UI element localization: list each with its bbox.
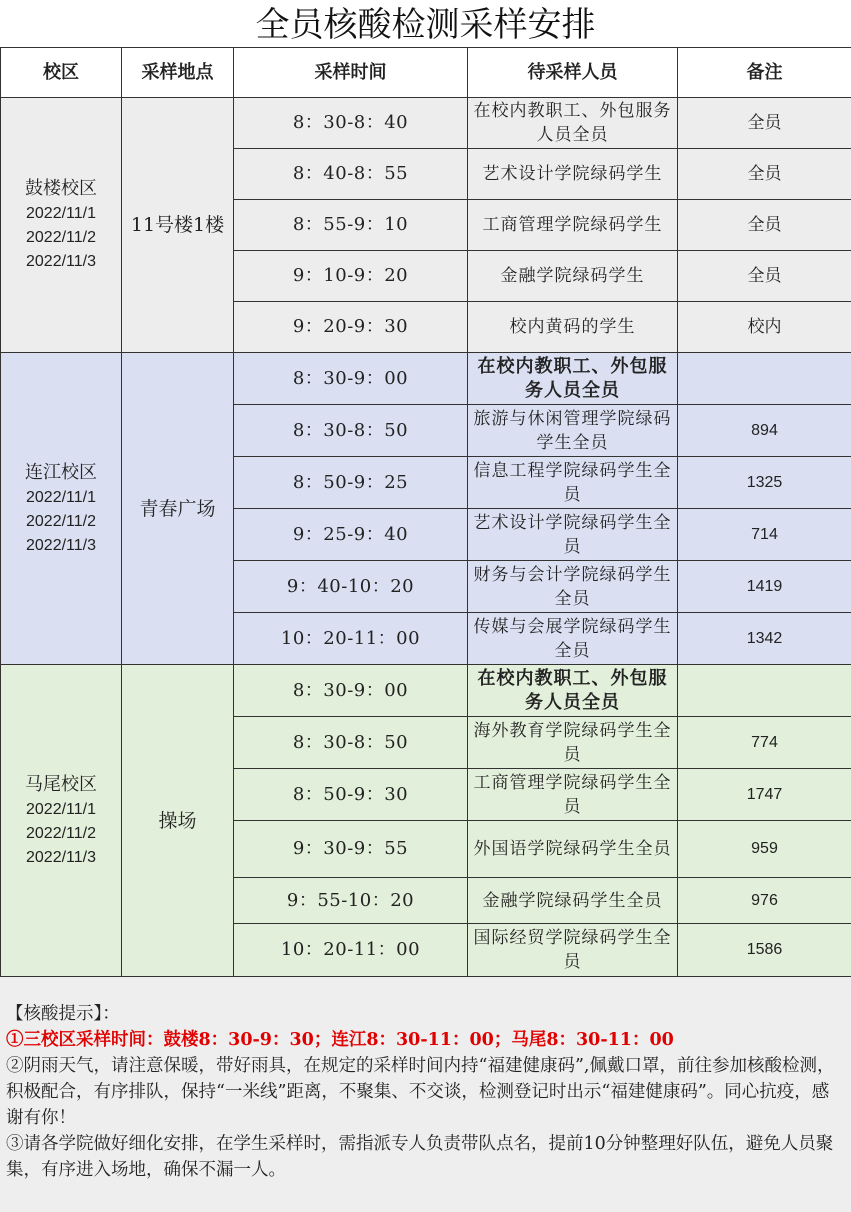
people-cell: 财务与会计学院绿码学生全员 xyxy=(468,561,678,613)
people-cell: 在校内教职工、外包服务人员全员 xyxy=(468,98,678,149)
notes-item-2: ②阴雨天气，请注意保暖，带好雨具，在规定的采样时间内持“福建健康码”,佩戴口罩，前往参加核酸检测，积极配合，有序排队，保持“一米线”距离，不聚集、不交谈，检测登记时出示“福建健康码”。同心抗疫，感谢有你！ xyxy=(6,1056,835,1128)
note-cell xyxy=(678,665,851,717)
campus-cell xyxy=(1,98,122,353)
campus-cell xyxy=(1,353,122,665)
people-cell: 外国语学院绿码学生全员 xyxy=(468,821,678,878)
time-cell: 9：55-10：20 xyxy=(234,878,468,924)
note-cell xyxy=(678,353,851,405)
campus-date: 2022/11/2 xyxy=(26,512,96,530)
note-cell: 894 xyxy=(678,405,851,457)
time-cell: 8：50-9：30 xyxy=(234,769,468,821)
notes-item-3: ③请各学院做好细化安排，在学生采样时，需指派专人负责带队点名，提前10分钟整理好队伍，避免人员聚集，有序进入场地，确保不漏一人。 xyxy=(6,1134,834,1180)
page-title: 全员核酸检测采样安排 xyxy=(255,5,596,45)
table-row xyxy=(1,353,851,405)
schedule-table xyxy=(0,47,851,977)
campus-date: 2022/11/1 xyxy=(26,800,96,818)
people-cell: 传媒与会展学院绿码学生全员 xyxy=(468,613,678,665)
people-cell: 在校内教职工、外包服务人员全员 xyxy=(468,665,678,717)
time-cell: 8：30-9：00 xyxy=(234,665,468,717)
notes-heading: 【核酸提示】： xyxy=(6,1004,120,1024)
time-cell: 8：30-8：40 xyxy=(234,98,468,149)
note-cell: 校内 xyxy=(678,302,851,353)
people-cell: 国际经贸学院绿码学生全员 xyxy=(468,924,678,977)
time-cell: 8：30-8：50 xyxy=(234,717,468,769)
note-cell: 1586 xyxy=(678,924,851,977)
header-campus: 校区 xyxy=(1,48,122,98)
note-cell: 1419 xyxy=(678,561,851,613)
location-cell: 操场 xyxy=(122,665,234,977)
time-cell: 8：30-9：00 xyxy=(234,353,468,405)
people-cell: 工商管理学院绿码学生 xyxy=(468,200,678,251)
time-cell: 10：20-11：00 xyxy=(234,924,468,977)
note-cell: 976 xyxy=(678,878,851,924)
campus-date: 2022/11/2 xyxy=(26,229,96,246)
people-cell: 校内黄码的学生 xyxy=(468,302,678,353)
people-cell: 信息工程学院绿码学生全员 xyxy=(468,457,678,509)
people-cell: 在校内教职工、外包服务人员全员 xyxy=(468,353,678,405)
note-cell: 全员 xyxy=(678,149,851,200)
note-cell: 1325 xyxy=(678,457,851,509)
campus-date: 2022/11/3 xyxy=(26,536,96,554)
time-cell: 8：30-8：50 xyxy=(234,405,468,457)
table-header-row xyxy=(1,48,851,98)
time-cell: 10：20-11：00 xyxy=(234,613,468,665)
table-row xyxy=(1,665,851,717)
header-location: 采样地点 xyxy=(122,48,234,98)
note-cell: 全员 xyxy=(678,200,851,251)
location-cell: 青春广场 xyxy=(122,353,234,665)
time-cell: 8：55-9：10 xyxy=(234,200,468,251)
note-cell: 全员 xyxy=(678,251,851,302)
time-cell: 9：40-10：20 xyxy=(234,561,468,613)
campus-date: 2022/11/2 xyxy=(26,824,96,842)
time-cell: 9：10-9：20 xyxy=(234,251,468,302)
time-cell: 9：30-9：55 xyxy=(234,821,468,878)
time-cell: 9：25-9：40 xyxy=(234,509,468,561)
people-cell: 工商管理学院绿码学生全员 xyxy=(468,769,678,821)
header-note: 备注 xyxy=(678,48,851,98)
note-cell: 774 xyxy=(678,717,851,769)
note-cell: 1747 xyxy=(678,769,851,821)
note-cell: 959 xyxy=(678,821,851,878)
campus-name: 连江校区 xyxy=(25,461,97,483)
note-cell: 全员 xyxy=(678,98,851,149)
people-cell: 金融学院绿码学生全员 xyxy=(468,878,678,924)
notes-item-1: ①三校区采样时间：鼓楼8：30-9：30；连江8：30-11：00；马尾8：30-11：00 xyxy=(6,1030,674,1050)
campus-name: 马尾校区 xyxy=(25,773,97,795)
people-cell: 艺术设计学院绿码学生 xyxy=(468,149,678,200)
time-cell: 9：20-9：30 xyxy=(234,302,468,353)
people-cell: 金融学院绿码学生 xyxy=(468,251,678,302)
time-cell: 8：50-9：25 xyxy=(234,457,468,509)
campus-date: 2022/11/1 xyxy=(26,205,96,222)
table-row xyxy=(1,98,851,149)
people-cell: 旅游与休闲管理学院绿码学生全员 xyxy=(468,405,678,457)
campus-cell xyxy=(1,665,122,977)
campus-date: 2022/11/3 xyxy=(26,253,96,270)
campus-name: 鼓楼校区 xyxy=(25,178,97,199)
note-cell: 1342 xyxy=(678,613,851,665)
people-cell: 艺术设计学院绿码学生全员 xyxy=(468,509,678,561)
people-cell: 海外教育学院绿码学生全员 xyxy=(468,717,678,769)
header-people: 待采样人员 xyxy=(468,48,678,98)
note-cell: 714 xyxy=(678,509,851,561)
time-cell: 8：40-8：55 xyxy=(234,149,468,200)
campus-date: 2022/11/3 xyxy=(26,848,96,866)
campus-date: 2022/11/1 xyxy=(26,488,96,506)
notes-panel xyxy=(0,977,851,1212)
location-cell: 11号楼1楼 xyxy=(122,98,234,353)
header-time: 采样时间 xyxy=(234,48,468,98)
